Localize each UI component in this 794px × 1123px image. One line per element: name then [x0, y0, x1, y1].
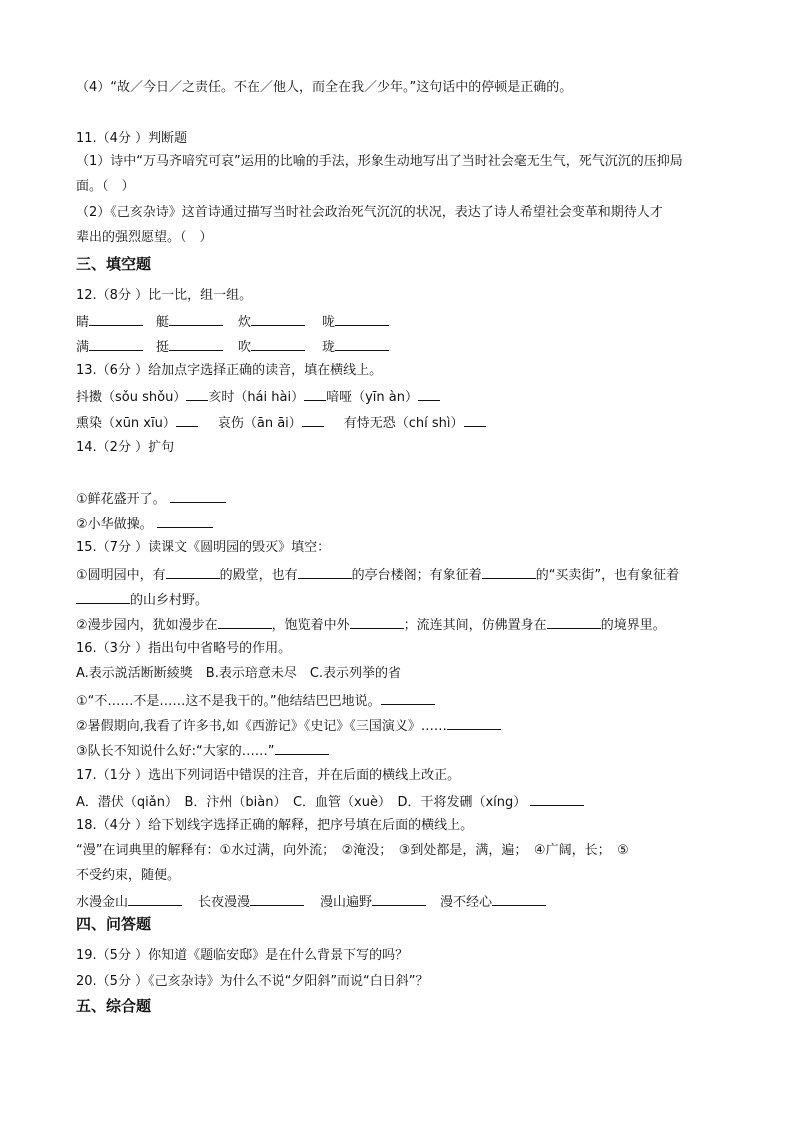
answer-blank[interactable]: [381, 690, 435, 705]
q13-word: 有恃无恐（chí shì）: [343, 416, 464, 431]
q12-char: 炊: [238, 315, 252, 330]
q11-item2b: 辈出的强烈愿望。（ ）: [76, 230, 213, 245]
q13-row2: [76, 412, 486, 434]
answer-blank[interactable]: [302, 412, 324, 427]
q15-text: 的山乡村野。: [130, 593, 209, 608]
answer-blank[interactable]: [304, 386, 326, 401]
q17-options-text: A．潜伏（qiǎn） B．汴州（biàn） C．血管（xuè） D．干将发硎（xíng）: [76, 795, 527, 810]
section-3-heading: 三、填空题: [76, 255, 152, 273]
q12-char: 满: [76, 340, 90, 355]
q13-row1: [76, 386, 440, 408]
answer-blank[interactable]: [186, 386, 208, 401]
answer-blank[interactable]: [76, 589, 130, 604]
q18-word: 长夜漫漫: [198, 895, 251, 910]
answer-blank[interactable]: [166, 564, 220, 579]
answer-blank[interactable]: [492, 891, 546, 906]
q20: 20.（5分 ）《己亥杂诗》为什么不说“夕阳斜”而说“白日斜”？: [76, 974, 429, 989]
q18-def-b: 不受约束，随便。: [76, 868, 181, 883]
q11-item1b: 面。（ ）: [76, 179, 135, 194]
q18-header: 18.（4分 ）给下划线字选择正确的解释，把序号填在后面的横线上。: [76, 818, 474, 833]
answer-blank[interactable]: [251, 336, 305, 351]
q12-char: 睛: [76, 315, 90, 330]
q19: 19.（5分 ）你知道《题临安邸》是在什么背景下写的吗？: [76, 948, 409, 963]
q14-item1-text: ①鲜花盛开了。: [76, 492, 166, 507]
answer-blank[interactable]: [157, 513, 213, 528]
q12-char: 珑: [322, 340, 336, 355]
answer-blank[interactable]: [275, 740, 329, 755]
q17-header: 17.（1分 ）选出下列词语中错误的注音，并在后面的横线上改正。: [76, 768, 461, 783]
section-4-heading: 四、问答题: [76, 915, 152, 933]
answer-blank[interactable]: [418, 386, 440, 401]
q11-item2a: （2）《己亥杂诗》这首诗通过描写当时社会政治死气沉沉的状况，表达了诗人希望社会变革和期待人才: [76, 205, 663, 220]
q14-header: 14.（2分 ）扩句: [76, 440, 175, 455]
q16-item1: [76, 690, 435, 712]
q16-item3-text: ③队长不知说什么好:“大家的……”: [76, 744, 275, 759]
q15-text: 的境界里。: [600, 618, 666, 633]
q14-item2-text: ②小华做操。: [76, 517, 153, 532]
q16-item2: [76, 715, 501, 737]
answer-blank[interactable]: [176, 412, 198, 427]
q15-text: ①圆明园中，有: [76, 568, 166, 583]
q13-word: 哀伤（ān āi）: [217, 416, 302, 431]
q16-item2-text: ②暑假期向,我看了许多书,如《西游记》《史记》《三国演义》……: [76, 719, 447, 734]
q16-header: 16.（3分 ）指出句中省略号的作用。: [76, 641, 292, 656]
q13-header: 13.（6分 ）给加点字选择正确的读音，填在横线上。: [76, 363, 383, 378]
answer-blank[interactable]: [335, 336, 389, 351]
answer-blank[interactable]: [250, 891, 304, 906]
q18-word: 漫不经心: [440, 895, 493, 910]
q15-line2: [76, 589, 208, 611]
answer-blank[interactable]: [530, 791, 584, 806]
answer-blank[interactable]: [89, 311, 143, 326]
answer-blank[interactable]: [464, 412, 486, 427]
q16-item3: [76, 740, 329, 762]
q15-text: 的亭台楼阁；有象征着: [351, 568, 482, 583]
answer-blank[interactable]: [128, 891, 182, 906]
q12-char: 吹: [238, 340, 252, 355]
q13-word: 喑哑（yīn àn）: [326, 390, 418, 405]
answer-blank[interactable]: [89, 336, 143, 351]
answer-blank[interactable]: [298, 564, 352, 579]
q14-item2: [76, 513, 213, 535]
q17-options: [76, 791, 584, 813]
q14-item1: [76, 488, 226, 510]
answer-blank[interactable]: [170, 488, 226, 503]
q18-word: 水漫金山: [76, 895, 129, 910]
q12-char: 艇: [156, 315, 170, 330]
q18-word: 漫山遍野: [320, 895, 373, 910]
q12-row2: [76, 336, 389, 358]
q13-word: 亥时（hái hài）: [208, 390, 305, 405]
q15-text: 的“买卖街”，也有象征着: [535, 568, 680, 583]
q13-word: 抖擞（sǒu shǒu）: [76, 390, 187, 405]
q18-def-a: “漫”在词典里的解释有：①水过满，向外流； ②淹没； ③到处都是，满，遍； ④广阔，长； ⑤: [76, 843, 629, 858]
q15-line1: [76, 564, 679, 586]
q15-text: ②漫步园内，犹如漫步在: [76, 618, 218, 633]
q12-row1: [76, 311, 389, 333]
answer-blank[interactable]: [218, 614, 272, 629]
answer-blank[interactable]: [169, 336, 223, 351]
section-5-heading: 五、综合题: [76, 997, 152, 1015]
answer-blank[interactable]: [372, 891, 426, 906]
q16-options: A.表示説活断断綾獎 B.表示琣意未尽 C.表示列挙的省: [76, 666, 402, 681]
q15-line3: [76, 614, 666, 636]
answer-blank[interactable]: [335, 311, 389, 326]
answer-blank[interactable]: [169, 311, 223, 326]
q18-words: [76, 891, 546, 913]
q11-header: 11.（4分 ）判断题: [76, 131, 188, 146]
q11-item1a: （1）诗中“万马齐喑究可哀”运用的比喻的手法，形象生动地写出了当时社会毫无生气，死气沉沉的压抑局: [76, 154, 683, 169]
q12-char: 挺: [156, 340, 170, 355]
q15-text: ，饱览着中外: [271, 618, 350, 633]
q13-word: 熏染（xūn xīu）: [76, 416, 176, 431]
answer-blank[interactable]: [547, 614, 601, 629]
answer-blank[interactable]: [482, 564, 536, 579]
answer-blank[interactable]: [447, 715, 501, 730]
answer-blank[interactable]: [251, 311, 305, 326]
q15-text: 的殿堂，也有: [219, 568, 298, 583]
q15-header: 15.（7分 ）读课文《圆明园的毁灭》填空：: [76, 540, 331, 555]
q10-item4: （4）“故／今日／之责任。不在／他人，而全在我／少年。”这句话中的停顿是正确的。: [76, 80, 573, 95]
q12-char: 咙: [322, 315, 336, 330]
q16-item1-text: ①“不……不是……这不是我干的。”他结结巴巴地说。: [76, 694, 381, 709]
q15-text: ；流连其间，仿佛置身在: [403, 618, 547, 633]
answer-blank[interactable]: [350, 614, 404, 629]
q12-header: 12.（8分 ）比一比，组一组。: [76, 288, 253, 303]
